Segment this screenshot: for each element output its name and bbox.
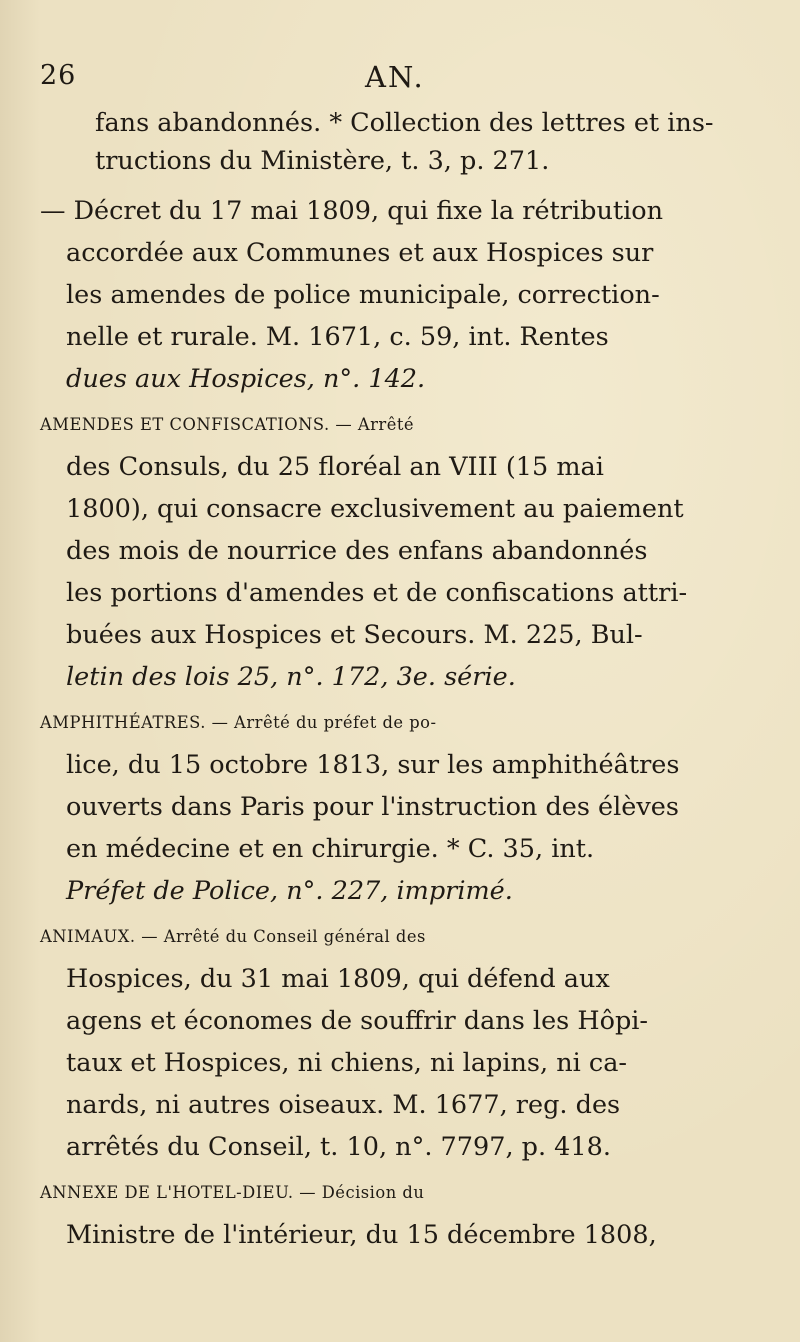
text-line: buées aux Hospices et Secours. M. 225, Bul- (66, 620, 643, 650)
text-line: taux et Hospices, ni chiens, ni lapins, ni ca- (66, 1048, 628, 1078)
text-line: Ministre de l'intérieur, du 15 décembre 1808, (66, 1220, 657, 1250)
text-line: agens et économes de souffrir dans les Hôpi- (66, 1006, 649, 1036)
text-line: en médecine et en chirurgie. * C. 35, int. (66, 834, 595, 864)
text-line: 1800), qui consacre exclusivement au paiement (66, 494, 684, 524)
text-line: fans abandonnés. * Collection des lettres et ins- (95, 108, 714, 138)
entry-heading-line: ANNEXE DE L'HOTEL-DIEU. — Décision du (40, 1183, 425, 1202)
entry-heading-line: AMENDES ET CONFISCATIONS. — Arrêté (40, 415, 415, 434)
text-line: Préfet de Police, n°. 227, imprimé. (66, 876, 513, 906)
text-line: accordée aux Communes et aux Hospices sur (66, 238, 654, 268)
entry-heading-line: ANIMAUX. — Arrêté du Conseil général des (40, 927, 426, 946)
page-header (40, 60, 760, 100)
text-line: ouverts dans Paris pour l'instruction des élèves (66, 792, 679, 822)
text-line: les portions d'amendes et de confiscations attri- (66, 578, 688, 608)
text-line: arrêtés du Conseil, t. 10, n°. 7797, p. 418. (66, 1132, 611, 1162)
text-line: nards, ni autres oiseaux. M. 1677, reg. des (66, 1090, 621, 1120)
text-line: tructions du Ministère, t. 3, p. 271. (95, 146, 550, 176)
text-line: lice, du 15 octobre 1813, sur les amphithéâtres (66, 750, 680, 780)
text-line: dues aux Hospices, n°. 142. (66, 364, 426, 394)
text-line: des mois de nourrice des enfans abandonnés (66, 536, 648, 566)
text-line: Hospices, du 31 mai 1809, qui défend aux (66, 964, 610, 994)
text-line: letin des lois 25, n°. 172, 3e. série. (66, 662, 516, 692)
text-line: les amendes de police municipale, correction- (66, 280, 660, 310)
page-number: 26 (40, 60, 77, 91)
text-line: nelle et rurale. M. 1671, c. 59, int. Rentes (66, 322, 609, 352)
text-line: — Décret du 17 mai 1809, qui fixe la rétribution (40, 196, 664, 226)
entry-heading-line: AMPHITHÉATRES. — Arrêté du préfet de po- (40, 713, 437, 732)
running-head: AN. (365, 60, 425, 94)
text-line: des Consuls, du 25 floréal an VIII (15 mai (66, 452, 604, 482)
